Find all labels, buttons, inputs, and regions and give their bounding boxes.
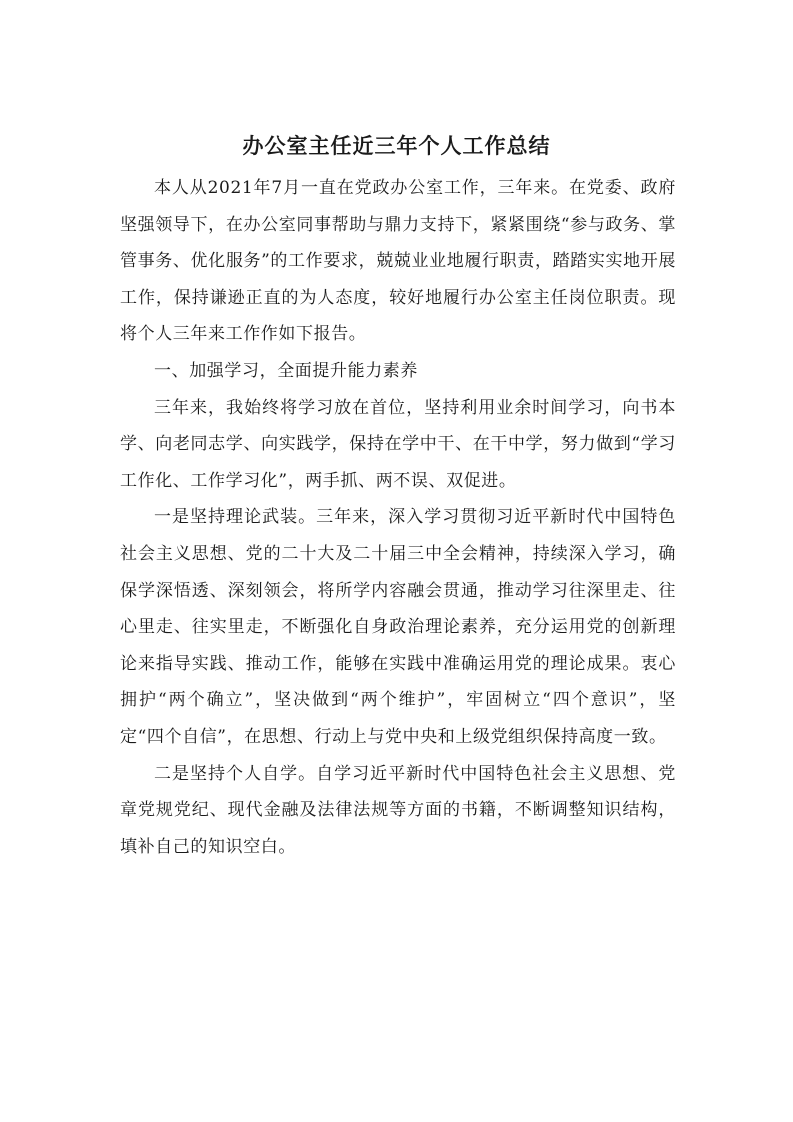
section-heading-1: 一、加强学习，全面提升能力素养 <box>154 360 418 381</box>
paragraph-theory: 一是坚持理论武装。三年来，深入学习贯彻习近平新时代中国特色社会主义思想、党的二十大及二十届三中全会精神，持续深入学习，确保学深悟透、深刻领会，将所学内容融会贯通，推动学习往深里走、往心里走、往实里走，不断强化自身政治理论素养，充分运用党的创新理论来指导实践、推动工作，能够在实践中准确运用党的理论成果。衷心拥护“两个确立”，坚决做到“两个维护”，牢固树立“四个意识”，坚定“四个自信”，在思想、行动上与党中央和上级党组织保持高度一致。 <box>120 507 676 747</box>
paragraph-intro: 本人从2021年7月一直在党政办公室工作，三年来。在党委、政府坚强领导下，在办公室同事帮助与鼎力支持下，紧紧围绕“参与政务、掌管事务、优化服务”的工作要求，兢兢业业地履行职责，踏踏实实地开展工作，保持谦逊正直的为人态度，较好地履行办公室主任岗位职责。现将个人三年来工作作如下报告。 <box>120 178 676 345</box>
document-body <box>120 170 676 865</box>
document-title: 办公室主任近三年个人工作总结 <box>242 134 551 158</box>
paragraph-study-overview: 三年来，我始终将学习放在首位，坚持利用业余时间学习，向书本学、向老同志学、向实践学，保持在学中干、在干中学，努力做到“学习工作化、工作学习化”，两手抓、两不误、双促进。 <box>120 397 676 491</box>
paragraph-self-study: 二是坚持个人自学。自学习近平新时代中国特色社会主义思想、党章党规党纪、现代金融及法律法规等方面的书籍，不断调整知识结构，填补自己的知识空白。 <box>120 763 676 857</box>
